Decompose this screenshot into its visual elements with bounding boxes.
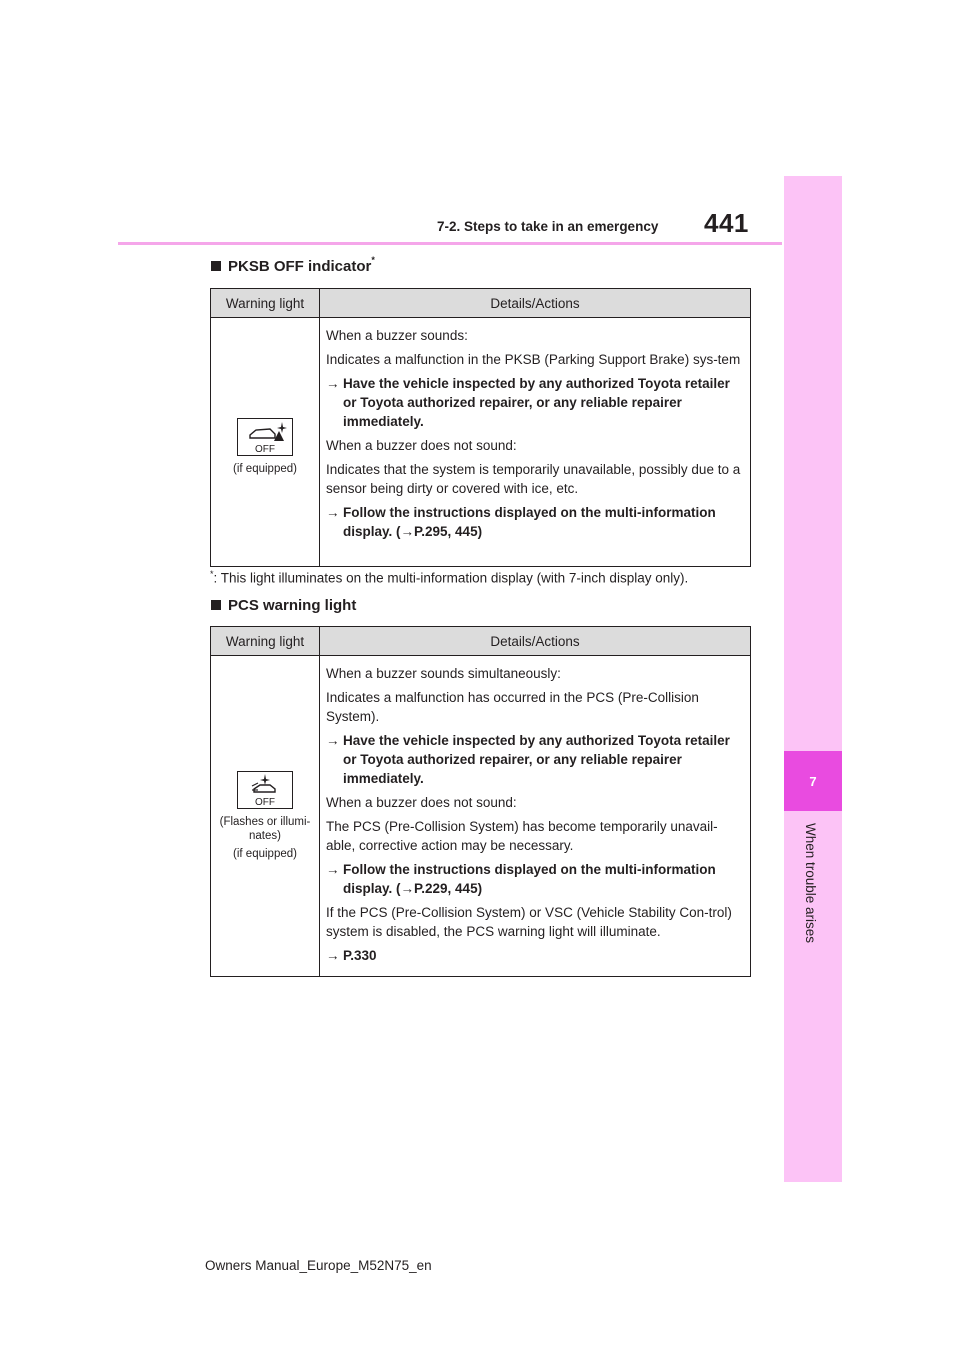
footnote-marker: * — [371, 255, 375, 265]
pksb-if-equipped: (if equipped) — [233, 463, 297, 475]
arrow-icon: → — [326, 505, 340, 520]
pcs-icon-text: OFF — [255, 797, 275, 808]
pksb-detail-p2: Indicates a malfunction in the PKSB (Parking Support Brake) sys-tem — [326, 352, 741, 367]
pksb-detail-p1: When a buzzer sounds: — [326, 328, 468, 343]
col-details-actions: Details/Actions — [320, 289, 751, 318]
pksb-heading-text: PKSB OFF indicator — [228, 258, 372, 275]
pksb-details-cell — [320, 318, 751, 567]
pcs-table — [210, 626, 751, 977]
pcs-detail-p1: When a buzzer sounds simultaneously: — [326, 666, 561, 681]
arrow-icon: → — [326, 948, 340, 963]
pcs-heading — [211, 597, 356, 614]
pcs-action-1-text: Have the vehicle inspected by any authorized Toyota retailer or Toyota authorized repairer, or any reliable repairer immediately. — [343, 733, 730, 786]
chapter-title-container — [803, 823, 823, 963]
pksb-action-2-text[interactable]: Follow the instructions displayed on the multi-information display. (→P.295, 445) — [343, 505, 716, 539]
bullet-square-icon — [211, 600, 221, 610]
pcs-detail-p4: The PCS (Pre-Collision System) has become temporarily unavail-able, corrective action may be necessary. — [326, 819, 718, 853]
pksb-action-1 — [326, 374, 742, 431]
pcs-flashes-note: (Flashes or illumi-nates) — [219, 816, 311, 842]
pcs-icon-cell — [211, 656, 320, 977]
chapter-side-tab[interactable] — [784, 176, 842, 1182]
pksb-footnote-text: : This light illuminates on the multi-information display (with 7-inch display only). — [213, 570, 689, 586]
arrow-icon: → — [326, 733, 340, 748]
pcs-action-2 — [326, 860, 742, 898]
pcs-details-cell — [320, 656, 751, 977]
page-number: 441 — [704, 208, 749, 238]
section-title: 7-2. Steps to take in an emergency — [437, 219, 659, 234]
col-warning-light: Warning light — [211, 627, 320, 656]
pksb-icon-cell — [211, 318, 320, 567]
chapter-title: When trouble arises — [803, 823, 818, 944]
pksb-footnote — [210, 569, 688, 586]
pksb-action-1-text: Have the vehicle inspected by any authorized Toyota retailer or Toyota authorized repairer, or any reliable repairer immediately. — [343, 376, 730, 429]
pcs-action-2-text[interactable]: Follow the instructions displayed on the multi-information display. (→P.229, 445) — [343, 862, 716, 896]
pksb-detail-p4: Indicates that the system is temporarily unavailable, possibly due to a sensor being dirty or covered with ice, etc. — [326, 462, 741, 496]
col-details-actions: Details/Actions — [320, 627, 751, 656]
pcs-action-1 — [326, 731, 742, 788]
col-warning-light: Warning light — [211, 289, 320, 318]
pcs-action-3 — [326, 946, 742, 965]
pksb-table — [210, 288, 751, 567]
header-rule — [118, 242, 782, 245]
footer-doc-id: Owners Manual_Europe_M52N75_en — [205, 1258, 432, 1273]
arrow-icon: → — [326, 862, 340, 877]
pcs-detail-p3: When a buzzer does not sound: — [326, 795, 517, 810]
pcs-detail-p2: Indicates a malfunction has occurred in the PCS (Pre-Collision System). — [326, 690, 699, 724]
arrow-icon: → — [326, 376, 340, 391]
chapter-number: 7 — [784, 751, 842, 811]
pksb-off-icon — [237, 418, 293, 456]
pcs-heading-text: PCS warning light — [228, 597, 357, 614]
pcs-action-3-text[interactable]: P.330 — [343, 948, 377, 963]
pcs-off-icon — [237, 771, 293, 809]
pksb-detail-p3: When a buzzer does not sound: — [326, 438, 517, 453]
pksb-action-2 — [326, 503, 742, 541]
pcs-detail-p5: If the PCS (Pre-Collision System) or VSC (Vehicle Stability Con-trol) system is disabled, the PCS warning light will illuminate. — [326, 905, 732, 939]
pcs-if-equipped: (if equipped) — [233, 848, 297, 860]
pksb-icon-text: OFF — [255, 444, 275, 455]
bullet-square-icon — [211, 261, 221, 271]
pksb-heading — [211, 255, 375, 275]
footnote-marker: * — [210, 569, 214, 579]
